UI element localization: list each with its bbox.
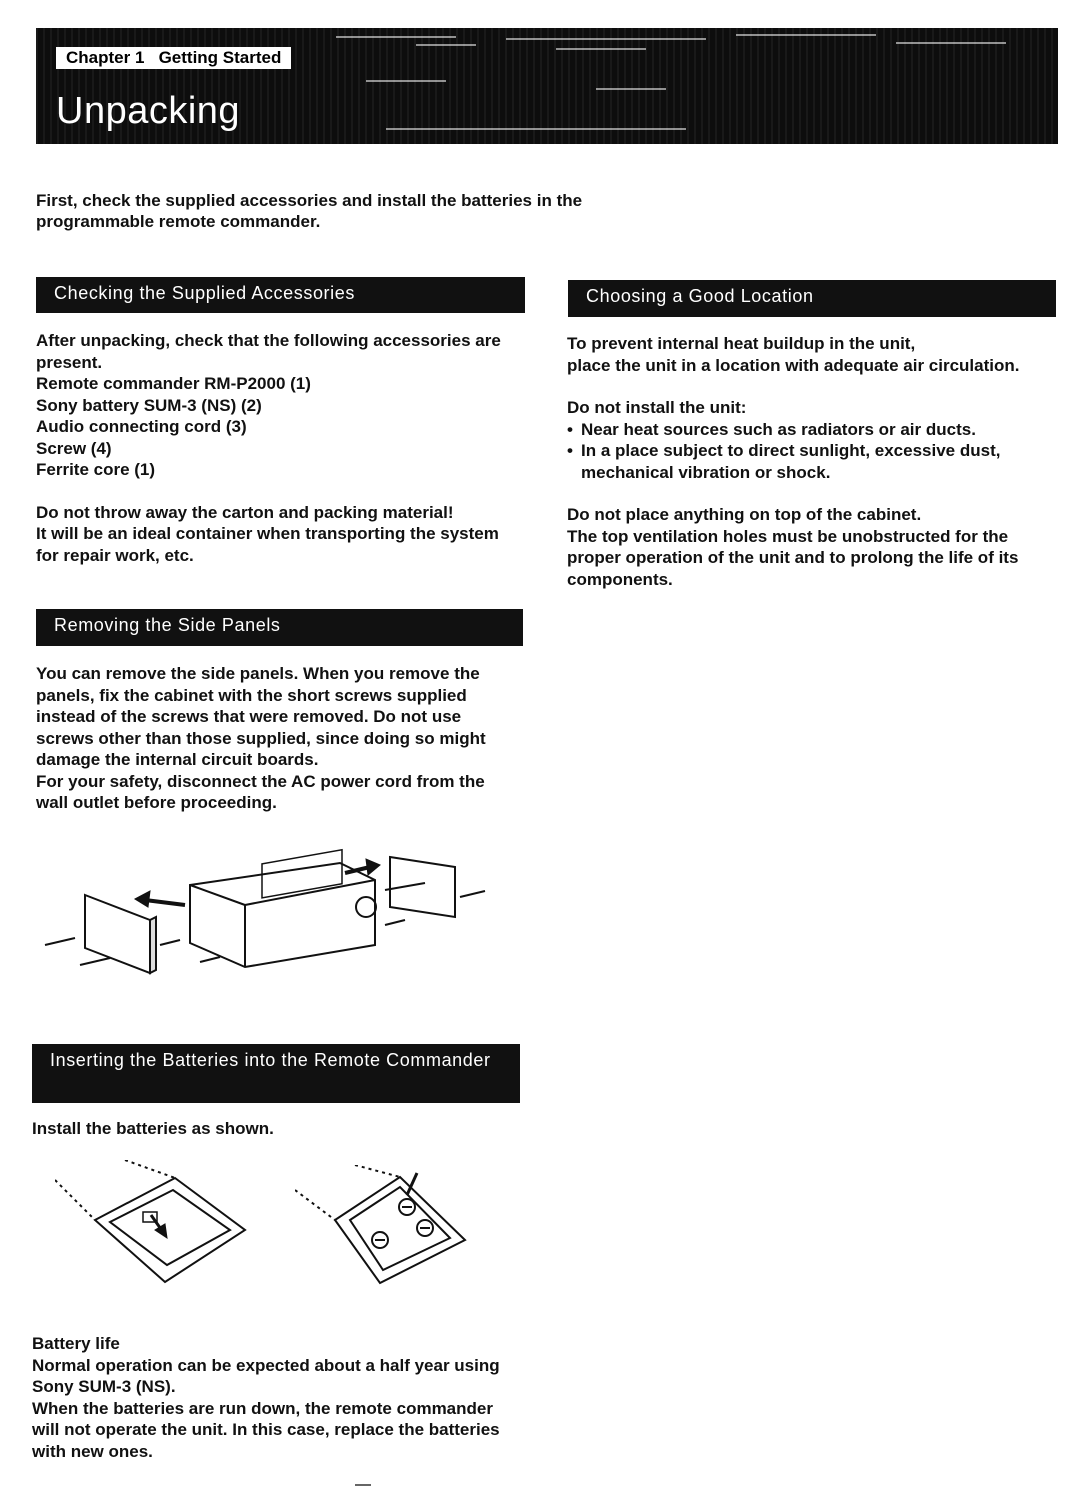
install-heading: Do not install the unit: [567, 398, 747, 417]
accessory-item: Screw (4) [36, 438, 112, 458]
chapter-label: Chapter 1 Getting Started [56, 47, 291, 69]
accessories-section-body [36, 330, 516, 566]
cabinet-heading: Do not place anything on top of the cabinet. [567, 505, 922, 524]
section-heading-side-panels: Removing the Side Panels [36, 609, 523, 646]
safety-text: For your safety, disconnect the AC power cord from the wall outlet before proceeding. [36, 771, 485, 812]
packing-warning-heading: Do not throw away the carton and packing material! [36, 502, 454, 522]
section-heading-batteries: Inserting the Batteries into the Remote Commander [32, 1044, 520, 1103]
section-heading-location: Choosing a Good Location [568, 280, 1056, 317]
accessory-item: Remote commander RM-P2000 (1) [36, 374, 311, 393]
heat-heading: To prevent internal heat buildup in the unit, [567, 334, 916, 353]
list-item: • In a place subject to direct sunlight, excessive dust, mechanical vibration or shock. [567, 440, 1047, 483]
install-list [567, 419, 1047, 484]
intro-text: First, check the supplied accessories and install the batteries in the programmable remote commander. [36, 191, 583, 231]
accessory-item: Sony battery SUM-3 (NS) (2) [36, 395, 262, 415]
accessory-item: Ferrite core (1) [36, 460, 156, 479]
battery-cover-illustration [55, 1160, 255, 1290]
accessory-item: Audio connecting cord (3) [36, 417, 247, 436]
accessories-lead: After unpacking, check that the following accessories are present. [36, 331, 501, 372]
battery-replace-text: When the batteries are run down, the remote commander will not operate the unit. In this case, replace the batteries with new ones. [32, 1398, 500, 1461]
battery-compartment-illustration [295, 1165, 470, 1290]
side-panels-section-body [36, 663, 521, 814]
side-panels-text: You can remove the side panels. When you remove the panels, fix the cabinet with the short screws supplied instead of the screws that were removed. Do not use screws other than those supplied, since doing so might damage the internal circuit boards. [36, 664, 486, 769]
section-heading-accessories: Checking the Supplied Accessories [36, 277, 525, 313]
heat-text: place the unit in a location with adequate air circulation. [567, 355, 1020, 375]
cabinet-text: The top ventilation holes must be unobstructed for the proper operation of the unit and to prolong the life of its components. [567, 526, 1019, 589]
battery-life-heading: Battery life [32, 1334, 120, 1353]
list-item: • Near heat sources such as radiators or air ducts. [567, 419, 1047, 441]
side-panel-removal-illustration [40, 845, 500, 980]
battery-life-text: Normal operation can be expected about a half year using Sony SUM-3 (NS). [32, 1355, 500, 1396]
packing-warning-text: It will be an ideal container when transporting the system for repair work, etc. [36, 524, 499, 565]
batteries-instruction: Install the batteries as shown. [32, 1119, 274, 1138]
battery-life-section [32, 1333, 502, 1462]
page-title: Unpacking [56, 90, 241, 132]
location-section-body [567, 333, 1047, 590]
page-footer-mark [355, 1484, 371, 1486]
